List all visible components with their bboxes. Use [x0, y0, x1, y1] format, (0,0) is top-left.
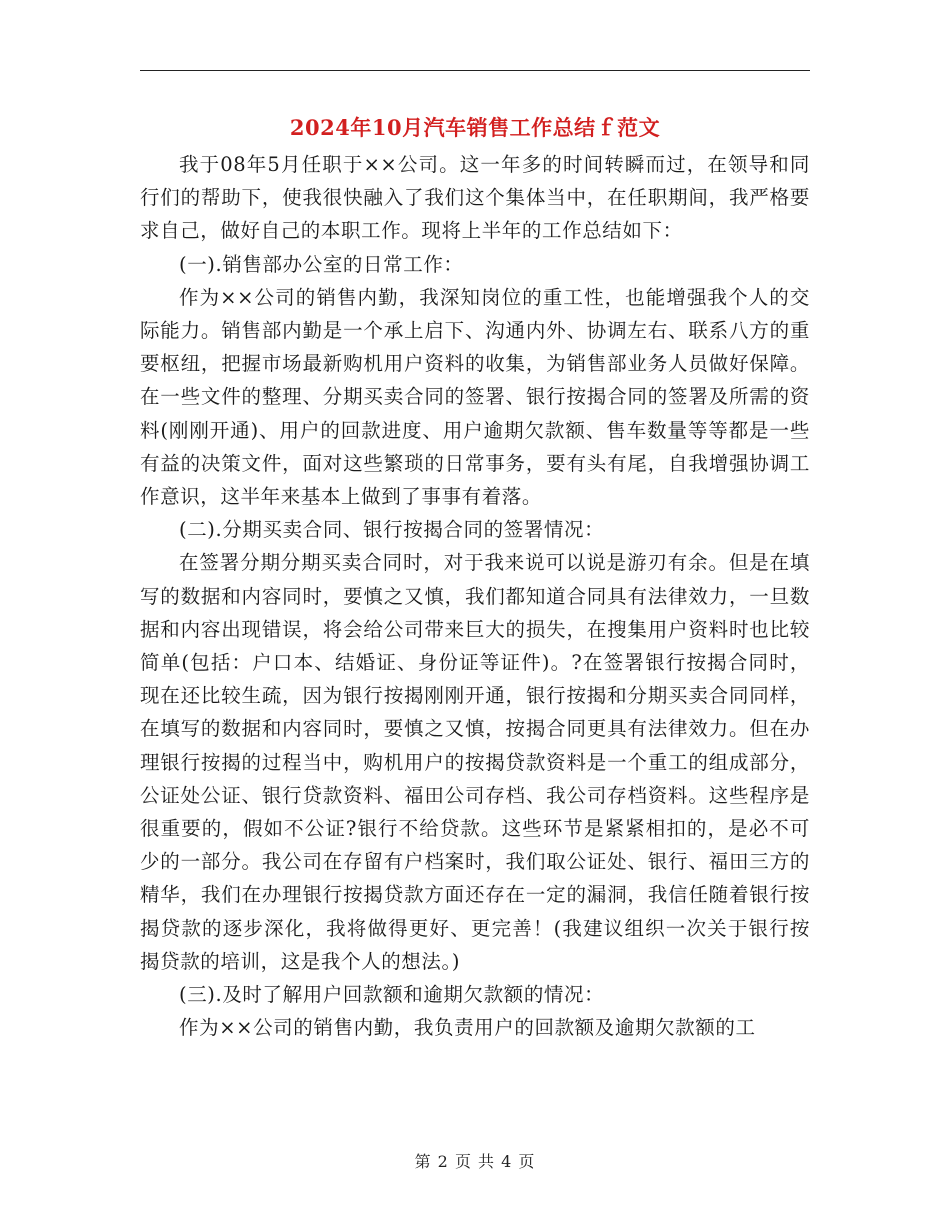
- paragraph-intro: 我于08年5月任职于××公司。这一年多的时间转瞬而过，在领导和同行们的帮助下，使我很快融入了我们这个集体当中，在任职期间，我严格要求自己，做好自己的本职工作。现将上半年的工作总结如下：: [140, 153, 810, 243]
- paragraph-section-2: 在签署分期分期买卖合同时，对于我来说可以说是游刃有余。但是在填写的数据和内容同时，要慎之又慎，我们都知道合同具有法律效力，一旦数据和内容出现错误，将会给公司带来巨大的损失，在搜集用户资料时也比较简单(包括：户口本、结婚证、身份证等证件)。?在签署银行按揭合同时，现在还比较生疏，因为银行按揭刚刚开通，银行按揭和分期买卖合同同样，在填写的数据和内容同时，要慎之又慎，按揭合同更具有法律效力。但在办理银行按揭的过程当中，购机用户的按揭贷款资料是一个重工的组成部分，公证处公证、银行贷款资料、福田公司存档、我公司存档资料。这些程序是很重要的，假如不公证?银行不给贷款。这些环节是紧紧相扣的，是必不可少的一部分。我公司在存留有户档案时，我们取公证处、银行、福田三方的精华，我们在办理银行按揭贷款方面还存在一定的漏洞，我信任随着银行按揭贷款的逐步深化，我将做得更好、更完善！(我建议组织一次关于银行按揭贷款的培训，这是我个人的想法。): [140, 551, 810, 973]
- section-heading-1: (一).销售部办公室的日常工作：: [179, 252, 464, 276]
- section-heading-3: (三).及时了解用户回款额和逾期欠款额的情况：: [179, 983, 605, 1007]
- header-rule: [140, 70, 810, 71]
- section-heading-2: (二).分期买卖合同、银行按揭合同的签署情况：: [179, 518, 605, 542]
- page-number: 第 2 页 共 4 页: [414, 1152, 536, 1171]
- document-title: 2024年10月汽车销售工作总结ｆ范文: [289, 115, 661, 140]
- paragraph-section-1: 作为××公司的销售内勤，我深知岗位的重工性，也能增强我个人的交际能力。销售部内勤是一个承上启下、沟通内外、协调左右、联系八方的重要枢纽，把握市场最新购机用户资料的收集，为销售部业务人员做好保障。在一些文件的整理、分期买卖合同的签署、银行按揭合同的签署及所需的资料(刚刚开通)、用户的回款进度、用户逾期欠款额、售车数量等等都是一些有益的决策文件，面对这些繁琐的日常事务，要有头有尾，自我增强协调工作意识，这半年来基本上做到了事事有着落。: [140, 285, 810, 509]
- paragraph-section-3: 作为××公司的销售内勤，我负责用户的回款额及逾期欠款额的工: [179, 1016, 756, 1040]
- document-body: [140, 148, 810, 1044]
